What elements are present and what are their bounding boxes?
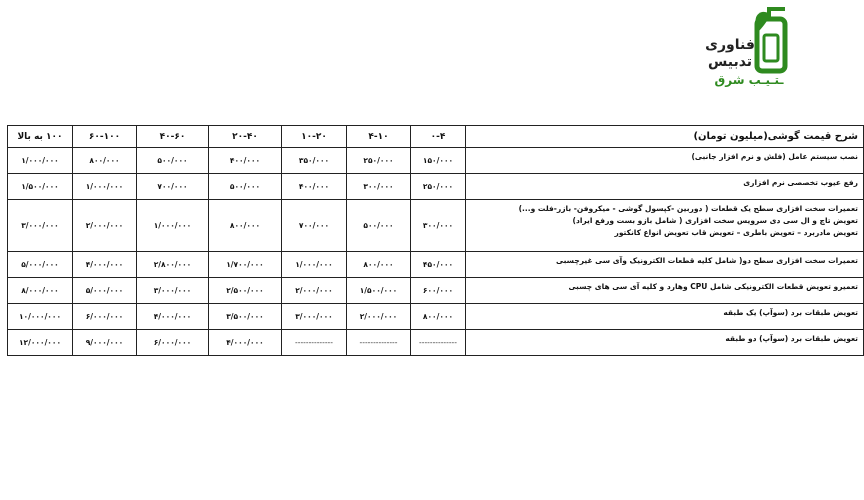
price-cell: ۵۰۰/۰۰۰ xyxy=(209,174,282,200)
price-cell: ۷۰۰/۰۰۰ xyxy=(282,200,347,252)
range-header: ۴۰-۶۰ xyxy=(137,126,209,148)
table-row xyxy=(8,252,864,278)
price-cell: ۱/۰۰۰/۰۰۰ xyxy=(73,174,137,200)
price-cell: ۸۰۰/۰۰۰ xyxy=(209,200,282,252)
service-description xyxy=(466,304,864,330)
price-cell: ۱۰/۰۰۰/۰۰۰ xyxy=(8,304,73,330)
table-row xyxy=(8,330,864,356)
description-header: شرح قیمت گوشی(میلیون تومان) xyxy=(466,126,864,148)
price-cell: ۱/۵۰۰/۰۰۰ xyxy=(347,278,411,304)
price-cell: ۴/۰۰۰/۰۰۰ xyxy=(137,304,209,330)
price-cell: ۵۰۰/۰۰۰ xyxy=(137,148,209,174)
price-cell: ۳/۰۰۰/۰۰۰ xyxy=(8,200,73,252)
service-description xyxy=(466,148,864,174)
service-description xyxy=(466,278,864,304)
price-cell: ۴۰۰/۰۰۰ xyxy=(282,174,347,200)
service-description-line: رفع عیوب تخصصی نرم افزاری xyxy=(743,178,858,187)
range-header: ۰-۴ xyxy=(411,126,466,148)
table-row xyxy=(8,148,864,174)
price-cell: ۶/۰۰۰/۰۰۰ xyxy=(137,330,209,356)
price-cell: ۳/۰۰۰/۰۰۰ xyxy=(282,304,347,330)
price-cell: ۲۵۰/۰۰۰ xyxy=(411,174,466,200)
service-description-line: نصب سیستم عامل (فلش و نرم افزار جانبی) xyxy=(691,152,858,161)
price-cell: ۶/۰۰۰/۰۰۰ xyxy=(73,304,137,330)
price-cell: ۲/۸۰۰/۰۰۰ xyxy=(137,252,209,278)
range-header: ۲۰-۴۰ xyxy=(209,126,282,148)
service-description xyxy=(466,330,864,356)
price-cell: ۱/۰۰۰/۰۰۰ xyxy=(137,200,209,252)
price-cell: ۲/۰۰۰/۰۰۰ xyxy=(282,278,347,304)
price-cell: ۶۰۰/۰۰۰ xyxy=(411,278,466,304)
price-cell: -------------- xyxy=(282,330,347,356)
price-cell: ۱۵۰/۰۰۰ xyxy=(411,148,466,174)
service-description-line: تعمیرات سخت افزاری سطح یک قطعات ( دوربین -کپسول گوشی - میکروفن- بازر-فلت و...) xyxy=(518,204,858,213)
table-row xyxy=(8,304,864,330)
price-cell: ۸۰۰/۰۰۰ xyxy=(73,148,137,174)
range-header: ۴-۱۰ xyxy=(347,126,411,148)
logo-line-2: تدبیس xyxy=(707,54,753,70)
price-cell: ۲/۰۰۰/۰۰۰ xyxy=(347,304,411,330)
service-description xyxy=(466,200,864,252)
price-cell: ۸۰۰/۰۰۰ xyxy=(347,252,411,278)
price-cell: ۸۰۰/۰۰۰ xyxy=(411,304,466,330)
price-cell: ۳/۵۰۰/۰۰۰ xyxy=(209,304,282,330)
service-description-line: تعویض تاچ و ال سی دی سرویس سخت افزاری ( شامل بازو بست ورفع ایراد) xyxy=(572,216,858,225)
price-cell: ۱/۵۰۰/۰۰۰ xyxy=(8,174,73,200)
price-cell: ۲/۰۰۰/۰۰۰ xyxy=(73,200,137,252)
range-header: ۶۰-۱۰۰ xyxy=(73,126,137,148)
price-cell: ۳۰۰/۰۰۰ xyxy=(411,200,466,252)
range-header: ۱۰۰ به بالا xyxy=(8,126,73,148)
price-cell: ۲۵۰/۰۰۰ xyxy=(347,148,411,174)
price-cell: ۱۲/۰۰۰/۰۰۰ xyxy=(8,330,73,356)
service-description-line: تعویض طبقات برد (سوآپ) یک طبقه xyxy=(723,308,858,317)
table-row xyxy=(8,174,864,200)
service-description xyxy=(466,252,864,278)
price-cell: -------------- xyxy=(347,330,411,356)
range-header: ۱۰-۲۰ xyxy=(282,126,347,148)
price-cell: ۱/۷۰۰/۰۰۰ xyxy=(209,252,282,278)
service-description xyxy=(466,174,864,200)
price-cell: ۸/۰۰۰/۰۰۰ xyxy=(8,278,73,304)
service-description-line: تعمیرات سخت افزاری سطح دو( شامل کلیه قطعات الکترونیک وآی سی غیرچسبی xyxy=(556,256,858,265)
header-row xyxy=(8,126,864,148)
price-cell: ۲/۵۰۰/۰۰۰ xyxy=(209,278,282,304)
price-cell: ۹/۰۰۰/۰۰۰ xyxy=(73,330,137,356)
price-cell: ۱/۰۰۰/۰۰۰ xyxy=(8,148,73,174)
logo-line-1: فناوری xyxy=(705,37,755,53)
price-cell: ۳۵۰/۰۰۰ xyxy=(282,148,347,174)
service-description-line: تعویض طبقات برد (سوآپ) دو طبقه xyxy=(725,334,858,343)
table-row xyxy=(8,278,864,304)
price-cell: ۴/۰۰۰/۰۰۰ xyxy=(209,330,282,356)
price-cell: ۵/۰۰۰/۰۰۰ xyxy=(8,252,73,278)
price-cell: ۵۰۰/۰۰۰ xyxy=(347,200,411,252)
logo-line-3: ـتـیـب شرق xyxy=(714,73,784,87)
price-cell: ۳/۰۰۰/۰۰۰ xyxy=(137,278,209,304)
price-cell: ۴۰۰/۰۰۰ xyxy=(209,148,282,174)
service-description-line: تعویض مادربرد – تعویض باطری – تعویض قاب تعویض انواع کانکتور xyxy=(614,228,858,237)
price-cell: -------------- xyxy=(411,330,466,356)
price-cell: ۴/۰۰۰/۰۰۰ xyxy=(73,252,137,278)
price-table xyxy=(7,125,864,356)
service-description-line: تعمیرو تعویض قطعات الکترونیکی شامل CPU وهارد و کلیه آی سی های چسبی xyxy=(568,282,858,291)
table-row xyxy=(8,200,864,252)
price-cell: ۵/۰۰۰/۰۰۰ xyxy=(73,278,137,304)
price-cell: ۴۵۰/۰۰۰ xyxy=(411,252,466,278)
price-cell: ۷۰۰/۰۰۰ xyxy=(137,174,209,200)
price-cell: ۱/۰۰۰/۰۰۰ xyxy=(282,252,347,278)
price-cell: ۳۰۰/۰۰۰ xyxy=(347,174,411,200)
